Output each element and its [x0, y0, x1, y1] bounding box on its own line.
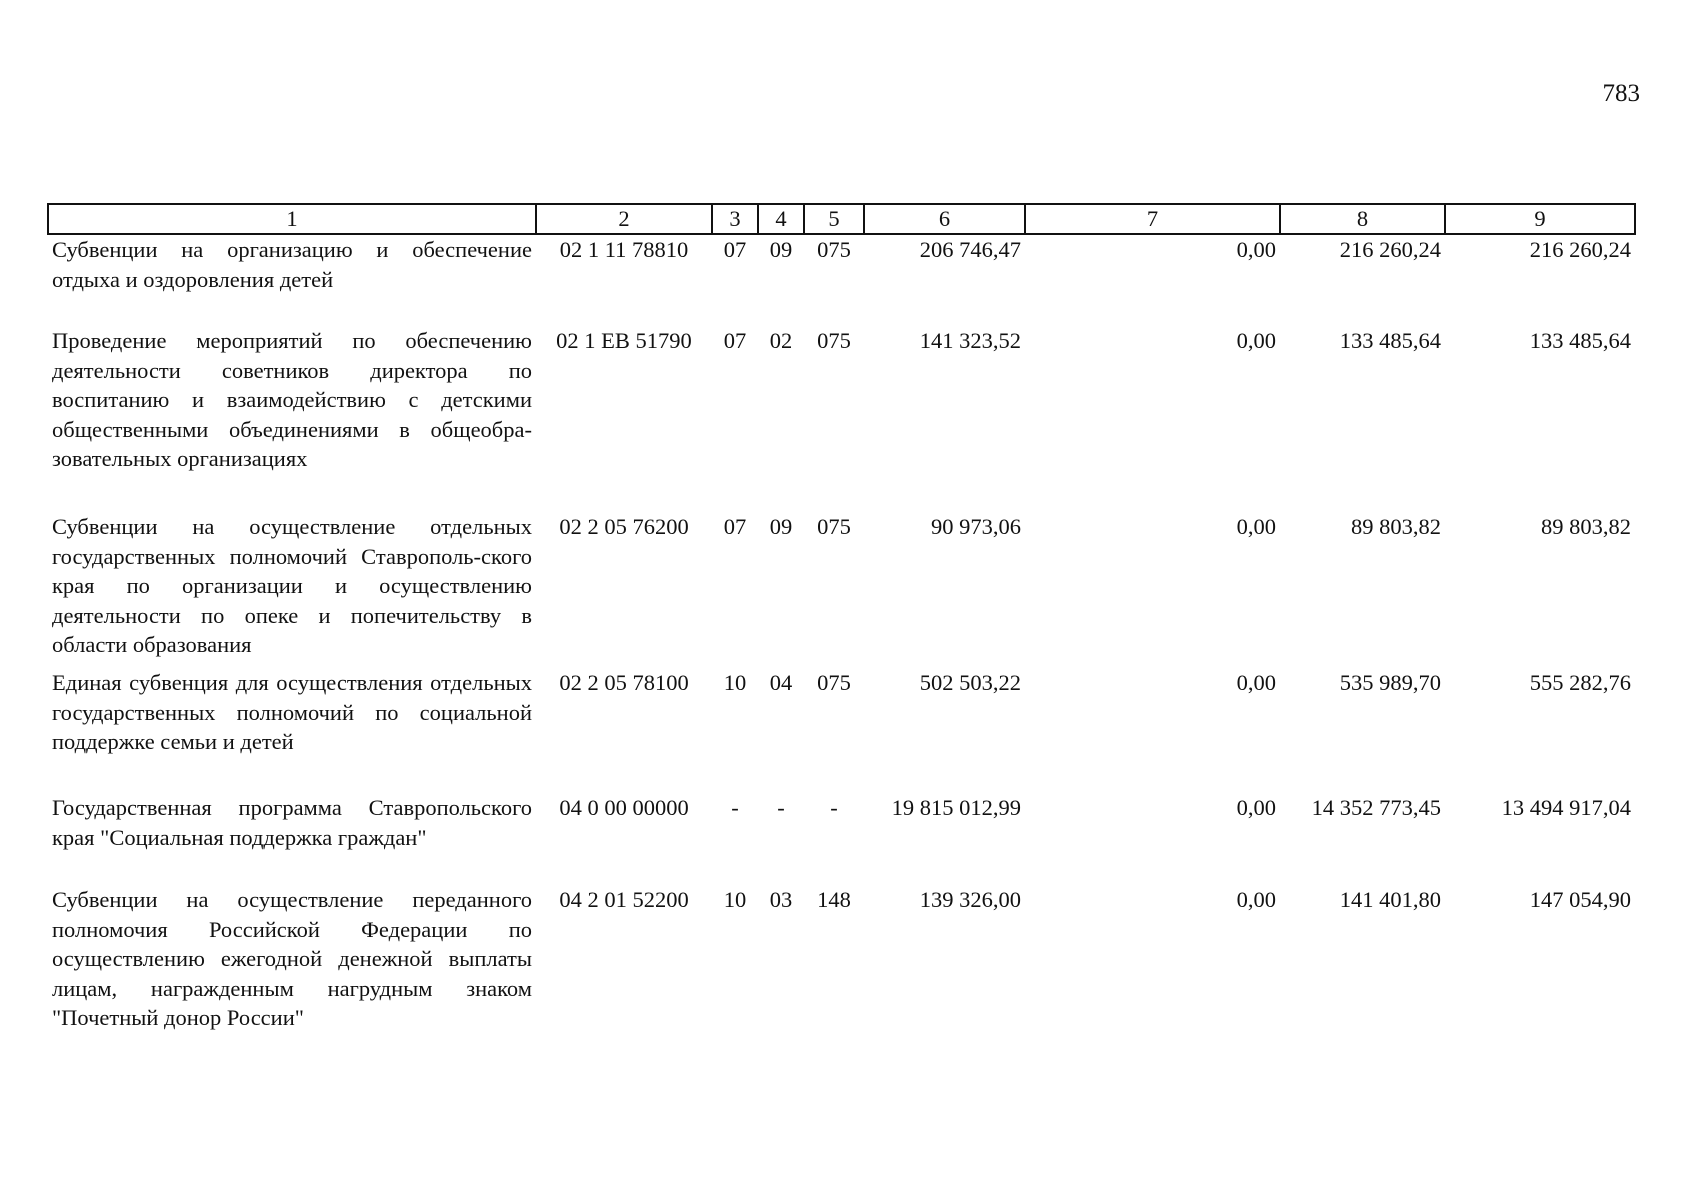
row-value-9: 147 054,90: [1529, 887, 1631, 912]
table-row: [48, 512, 1635, 668]
row-value-6: 19 815 012,99: [891, 795, 1021, 820]
column-header-8: 8: [1280, 204, 1445, 234]
table-header-row: [48, 204, 1635, 234]
row-name: Единая субвенция для осуществления отдельных государственных полномочий по социальной поддержке семьи и детей: [52, 670, 532, 755]
row-value-6: 502 503,22: [919, 670, 1021, 695]
table-row: [48, 326, 1635, 512]
column-header-6: 6: [864, 204, 1025, 234]
row-value-7: 0,00: [1236, 795, 1276, 820]
row-section: 07: [723, 328, 747, 353]
row-agency-code: 075: [817, 514, 851, 539]
row-subsection: 03: [769, 887, 793, 912]
column-header-5: 5: [804, 204, 864, 234]
row-name: Проведение мероприятий по обеспечению деятельности советников директора по воспитанию и взаимодействию с детскими общественными объединениями в общеобра-зовательных организациях: [52, 328, 532, 472]
row-value-7: 0,00: [1236, 237, 1276, 262]
row-value-7: 0,00: [1236, 887, 1276, 912]
row-subsection: 09: [769, 237, 793, 262]
column-header-3: 3: [712, 204, 758, 234]
row-section: 10: [723, 887, 747, 912]
budget-table-container: [47, 203, 1636, 1035]
row-subsection: 09: [769, 514, 793, 539]
table-row: [48, 234, 1635, 326]
row-value-6: 90 973,06: [931, 514, 1021, 539]
row-value-8: 133 485,64: [1339, 328, 1441, 353]
row-value-7: 0,00: [1236, 670, 1276, 695]
row-value-8: 216 260,24: [1339, 237, 1441, 262]
row-subsection: 04: [769, 670, 793, 695]
table-row: [48, 668, 1635, 793]
row-value-6: 206 746,47: [919, 237, 1021, 262]
row-value-9: 13 494 917,04: [1501, 795, 1631, 820]
row-name: Субвенции на осуществление переданного полномочия Российской Федерации по осуществлению ежегодной денежной выплаты лицам, награжденным нагрудным знаком "Почетный донор России": [52, 887, 532, 1031]
row-section: 07: [723, 514, 747, 539]
row-section: 07: [723, 237, 747, 262]
column-header-1: 1: [48, 204, 536, 234]
column-header-2: 2: [536, 204, 712, 234]
row-value-9: 555 282,76: [1529, 670, 1631, 695]
row-code: 02 1 EB 51790: [556, 328, 692, 353]
row-agency-code: 075: [817, 670, 851, 695]
row-value-8: 141 401,80: [1339, 887, 1441, 912]
row-value-8: 535 989,70: [1339, 670, 1441, 695]
row-value-6: 139 326,00: [919, 887, 1021, 912]
row-value-9: 89 803,82: [1541, 514, 1631, 539]
row-code: 04 0 00 00000: [559, 795, 689, 820]
row-agency-code: 075: [817, 237, 851, 262]
column-header-9: 9: [1445, 204, 1635, 234]
table-row: [48, 885, 1635, 1035]
row-subsection: 02: [769, 328, 793, 353]
row-value-7: 0,00: [1236, 514, 1276, 539]
row-agency-code: -: [830, 795, 838, 820]
row-code: 04 2 01 52200: [559, 887, 689, 912]
row-section: -: [731, 795, 739, 820]
column-header-7: 7: [1025, 204, 1280, 234]
row-value-9: 133 485,64: [1529, 328, 1631, 353]
row-code: 02 2 05 76200: [559, 514, 689, 539]
row-subsection: -: [777, 795, 785, 820]
row-name: Субвенции на организацию и обеспечение отдыха и оздоровления детей: [52, 237, 532, 292]
table-row: [48, 793, 1635, 885]
row-name: Субвенции на осуществление отдельных государственных полномочий Ставрополь-ского края по организации и осуществлению деятельности по опеке и попечительству в области образования: [52, 514, 532, 658]
column-header-4: 4: [758, 204, 804, 234]
row-section: 10: [723, 670, 747, 695]
row-agency-code: 075: [817, 328, 851, 353]
row-value-8: 14 352 773,45: [1311, 795, 1441, 820]
row-name: Государственная программа Ставропольского края "Социальная поддержка граждан": [52, 795, 532, 850]
row-code: 02 2 05 78100: [559, 670, 689, 695]
row-agency-code: 148: [817, 887, 851, 912]
budget-table: [47, 203, 1636, 1035]
row-value-6: 141 323,52: [919, 328, 1021, 353]
row-value-7: 0,00: [1236, 328, 1276, 353]
page-number: 783: [1602, 80, 1640, 107]
row-code: 02 1 11 78810: [559, 237, 689, 262]
row-value-9: 216 260,24: [1529, 237, 1631, 262]
row-value-8: 89 803,82: [1351, 514, 1441, 539]
